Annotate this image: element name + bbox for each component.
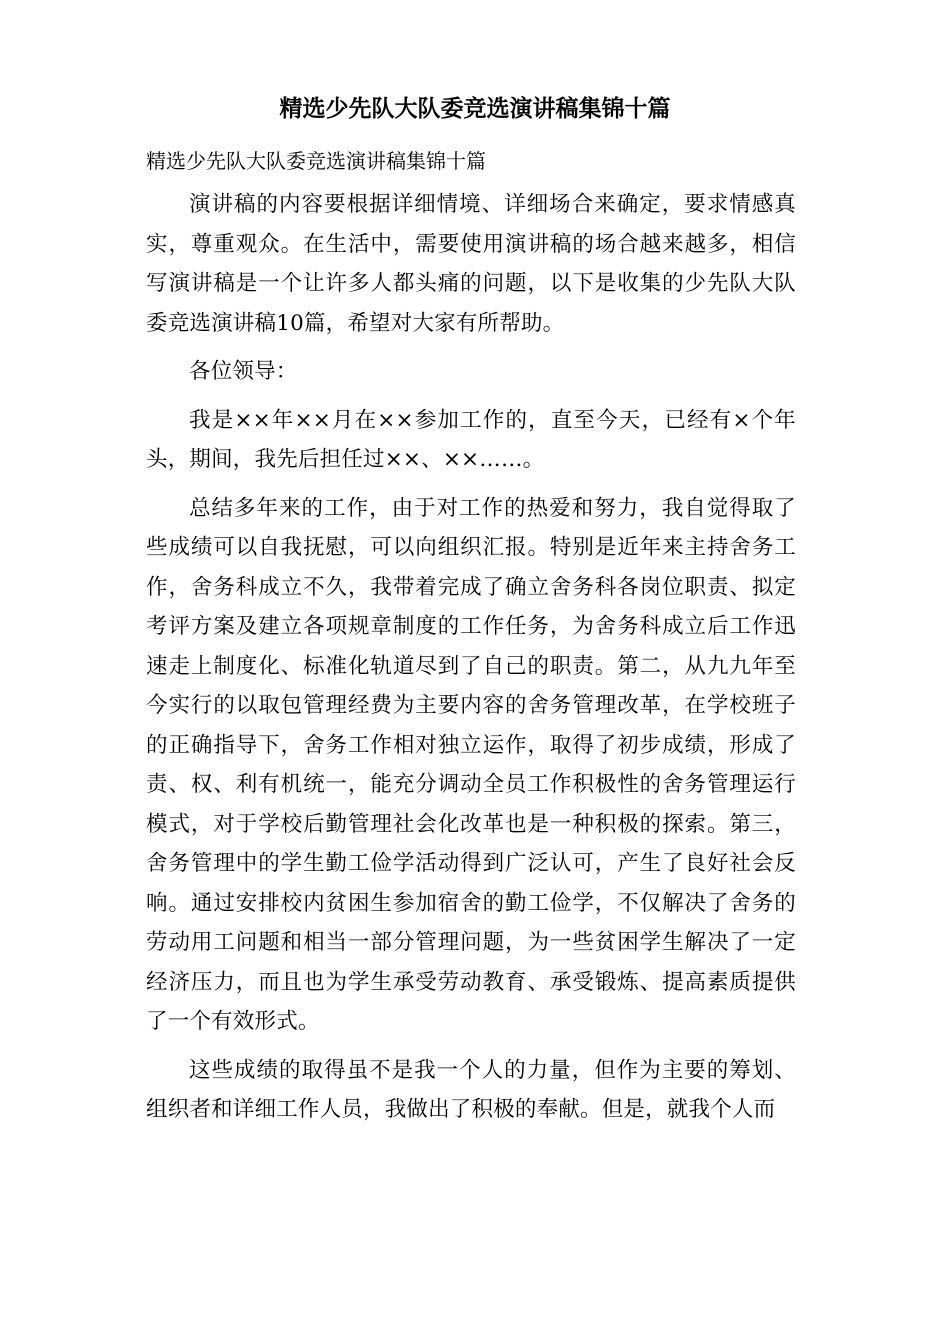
document-subtitle: 精选少先队大队委竞选演讲稿集锦十篇 (146, 149, 486, 173)
paragraph-achievements: 总结多年来的工作，由于对工作的热爱和努力，我自觉得取了些成绩可以自我抚慰，可以向组织汇报。特别是近年来主持舍务工作，舍务科成立不久，我带着完成了确立舍务科各岗位职责、拟定考评方案及建立各项规章制度的工作任务，为舍务科成立后工作迅速走上制度化、标准化轨道尽到了自己的职责。第二，从九九年至今实行的以取包管理经费为主要内容的舍务管理改革，在学校班子的正确指导下，舍务工作相对独立运作，取得了初步成绩，形成了责、权、利有机统一，能充分调动全员工作积极性的舍务管理运行模式，对于学校后勤管理社会化改革也是一种积极的探索。第三，舍务管理中的学生勤工俭学活动得到广泛认可，产生了良好社会反响。通过安排校内贫困生参加宿舍的勤工俭学，不仅解决了舍务的劳动用工问题和相当一部分管理问题，为一些贫困学生解决了一定经济压力，而且也为学生承受劳动教育、承受锻炼、提高素质提供了一个有效形式。 (146, 495, 796, 1034)
paragraph-contribution: 这些成绩的取得虽不是我一个人的力量，但作为主要的筹划、组织者和详细工作人员，我做出了积极的奉献。但是，就我个人而 (146, 1057, 796, 1122)
paragraph-salutation: 各位领导： (189, 359, 298, 384)
paragraph-intro: 演讲稿的内容要根据详细情境、详细场合来确定，要求情感真实，尊重观众。在生活中，需要使用演讲稿的场合越来越多，相信写演讲稿是一个让许多人都头痛的问题，以下是收集的少先队大队委竞选演讲稿10篇，希望对大家有所帮助。 (146, 192, 796, 336)
paragraph-background: 我是××年××月在××参加工作的，直至今天，已经有×个年头，期间，我先后担任过××、××……。 (146, 407, 796, 472)
document-body (146, 185, 796, 1139)
document-title: 精选少先队大队委竞选演讲稿集锦十篇 (279, 95, 671, 122)
